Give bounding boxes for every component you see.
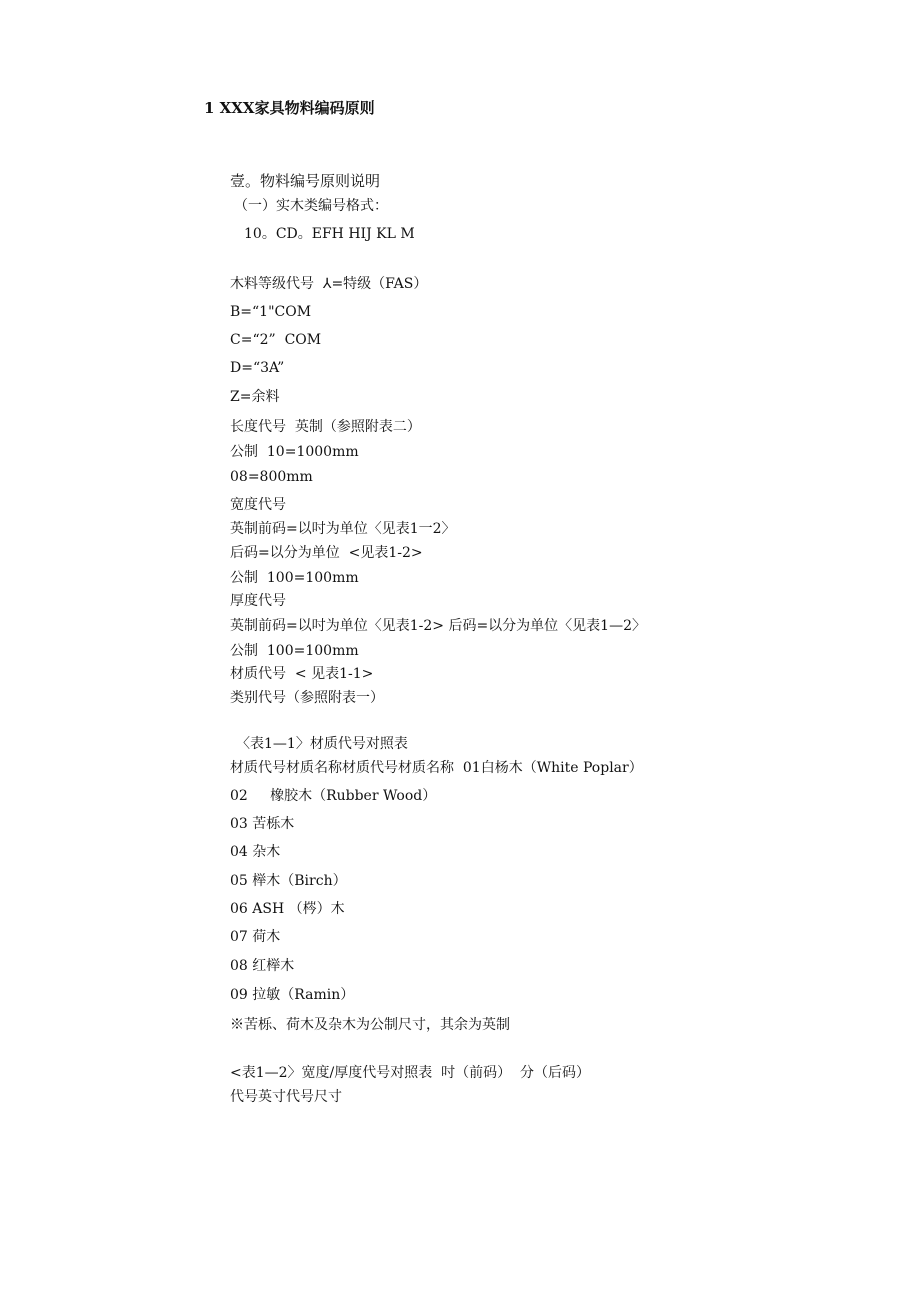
wood-grade-a: 木料等级代号 ⅄=特级（FAS）	[230, 276, 428, 292]
width-code-metric: 公制 100=100mm	[230, 570, 359, 586]
material-code: 材质代号 < 见表1-1>	[230, 666, 374, 682]
length-code-imperial: 长度代号 英制（参照附表二）	[230, 419, 421, 435]
page-title: 1 XXX家具物料编码原则	[204, 99, 375, 117]
table-1-1-note: ※苦栎、荷木及杂木为公制尺寸，其余为英制	[230, 1017, 510, 1033]
wood-grade-d: D=“3A”	[230, 360, 285, 376]
category-code: 类别代号（参照附表一）	[230, 690, 384, 706]
wood-grade-z: Z=余料	[230, 389, 280, 405]
wood-grade-b: B=“1"COM	[230, 304, 312, 320]
table-1-1-header: 材质代号材质名称材质代号材质名称 01白杨木（White Poplar）	[230, 760, 643, 776]
wood-grade-c: C=“2” COM	[230, 332, 322, 348]
format-code: 10。CD。EFH HIJ KL M	[244, 226, 415, 242]
table-row: 05 榉木（Birch）	[230, 873, 347, 889]
table-row: 02 橡胶木（Rubber Wood）	[230, 788, 437, 804]
table-row: 07 荷木	[230, 929, 281, 945]
thickness-code-metric: 公制 100=100mm	[230, 643, 359, 659]
width-code-back: 后码=以分为单位 <见表1-2>	[230, 545, 423, 561]
table-row: 06 ASH （梣）木	[230, 901, 345, 917]
thickness-code-label: 厚度代号	[230, 593, 286, 609]
width-code-label: 宽度代号	[230, 497, 286, 513]
table-row: 04 杂木	[230, 844, 281, 860]
table-row: 03 苦栎木	[230, 816, 295, 832]
table-1-2-title: <表1—2〉宽度/厚度代号对照表 吋（前码） 分（后码）	[230, 1065, 591, 1081]
table-1-1-title: 〈表1—1〉材质代号对照表	[236, 736, 408, 752]
length-code-metric: 公制 10=1000mm	[230, 444, 359, 460]
thickness-code-imperial: 英制前码=以吋为单位〈见表1-2> 后码=以分为单位〈见表1—2〉	[230, 618, 646, 634]
width-code-front: 英制前码=以吋为单位〈见表1一2〉	[230, 521, 456, 537]
section-heading: 壹。物料编号原则说明	[230, 172, 381, 190]
length-code-example: 08=800mm	[230, 469, 313, 485]
table-row: 09 拉敏（Ramin）	[230, 987, 355, 1003]
table-row: 08 红榉木	[230, 958, 295, 974]
subsection-heading: （一）实木类编号格式：	[234, 198, 388, 214]
table-1-2-header: 代号英寸代号尺寸	[230, 1089, 342, 1105]
